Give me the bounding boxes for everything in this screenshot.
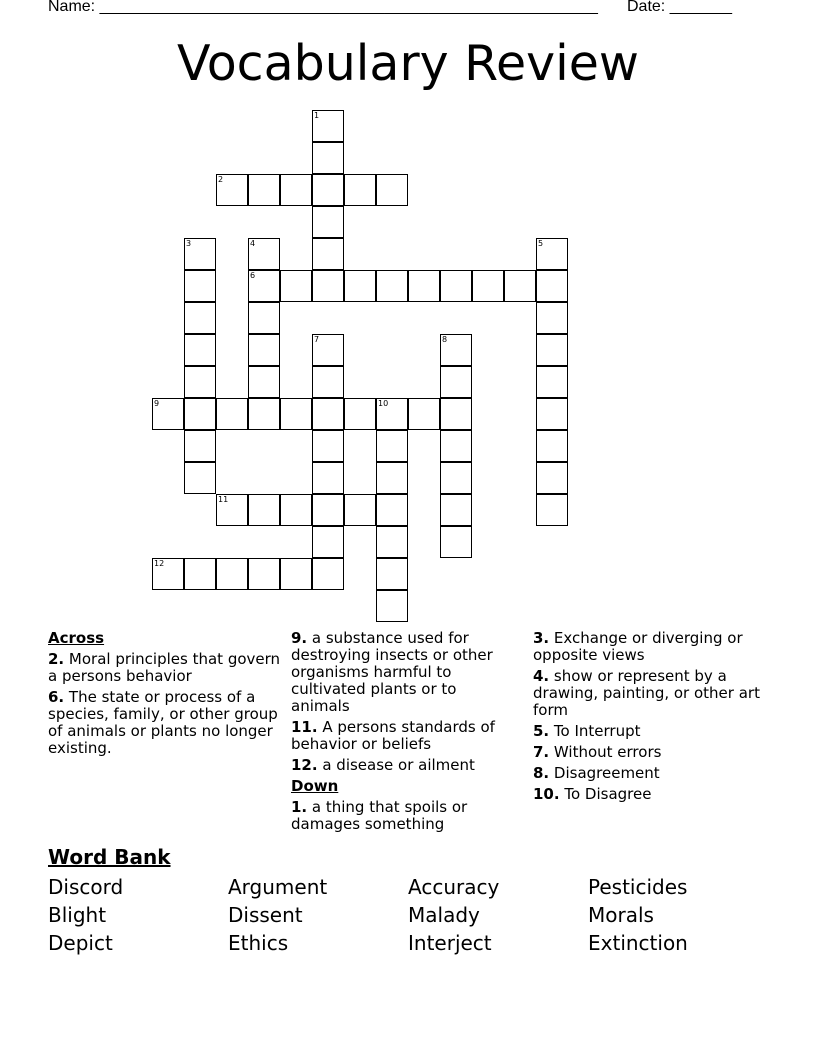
cell-number: 3 (186, 239, 192, 248)
word-bank-word: Interject (408, 931, 492, 955)
cell-number: 11 (218, 495, 229, 504)
crossword-cell[interactable] (248, 238, 280, 270)
word-bank-word: Accuracy (408, 875, 500, 899)
crossword-cell[interactable] (536, 302, 568, 334)
crossword-cell[interactable] (536, 398, 568, 430)
crossword-cell[interactable] (184, 366, 216, 398)
crossword-cell[interactable] (152, 398, 184, 430)
clues-column-2 (291, 630, 517, 837)
page-title: Vocabulary Review (176, 35, 639, 92)
crossword-cell[interactable] (536, 494, 568, 526)
crossword-cell[interactable] (408, 270, 440, 302)
crossword-cell[interactable] (184, 558, 216, 590)
crossword-cell[interactable] (376, 526, 408, 558)
cell-number: 4 (250, 239, 256, 248)
crossword-cell[interactable] (440, 494, 472, 526)
clue-number: 12. (291, 756, 318, 774)
crossword-cell[interactable] (280, 494, 312, 526)
clue-text: a disease or ailment (317, 756, 475, 774)
clue-number: 6. (48, 688, 65, 706)
crossword-cell[interactable] (440, 398, 472, 430)
crossword-cell[interactable] (312, 206, 344, 238)
crossword-cell[interactable] (248, 494, 280, 526)
clue-number: 11. (291, 718, 318, 736)
clue-across-12 (291, 757, 517, 774)
crossword-cell[interactable] (184, 302, 216, 334)
word-bank-word: Morals (588, 903, 654, 927)
cell-number: 1 (314, 111, 320, 120)
crossword-cell[interactable] (248, 270, 280, 302)
clues-column-1 (48, 630, 284, 761)
crossword-cell[interactable] (312, 462, 344, 494)
crossword-cell[interactable] (536, 334, 568, 366)
crossword-cell[interactable] (248, 302, 280, 334)
word-bank-word: Argument (228, 875, 328, 899)
crossword-cell[interactable] (344, 174, 376, 206)
clue-across-11 (291, 719, 517, 753)
crossword-cell[interactable] (184, 430, 216, 462)
down-heading: Down (291, 777, 339, 795)
word-bank-word: Malady (408, 903, 480, 927)
crossword-cell[interactable] (344, 398, 376, 430)
cell-number: 9 (154, 399, 160, 408)
crossword-cell[interactable] (280, 270, 312, 302)
clue-number: 4. (533, 667, 550, 685)
word-bank-title: Word Bank (48, 845, 171, 869)
word-bank-word: Extinction (588, 931, 688, 955)
name-field-label: Name: ________________________________________________________ (48, 0, 598, 15)
clue-number: 5. (533, 722, 550, 740)
clue-number: 8. (533, 764, 550, 782)
clue-text: A persons standards of behavior or beliefs (291, 718, 495, 753)
crossword-cell[interactable] (376, 430, 408, 462)
date-field-label: Date: _______ (627, 0, 732, 15)
crossword-cell[interactable] (280, 398, 312, 430)
clue-down-7 (533, 744, 769, 761)
crossword-cell[interactable] (216, 174, 248, 206)
word-bank-word: Pesticides (588, 875, 688, 899)
clue-number: 10. (533, 785, 560, 803)
clue-number: 1. (291, 798, 308, 816)
crossword-cell[interactable] (184, 334, 216, 366)
crossword-cell[interactable] (376, 494, 408, 526)
clue-down-5 (533, 723, 769, 740)
crossword-cell[interactable] (440, 430, 472, 462)
cell-number: 10 (378, 399, 389, 408)
crossword-cell[interactable] (376, 462, 408, 494)
crossword-cell[interactable] (248, 334, 280, 366)
crossword-cell[interactable] (152, 558, 184, 590)
clue-down-4 (533, 668, 769, 719)
crossword-cell[interactable] (216, 398, 248, 430)
crossword-cell[interactable] (184, 462, 216, 494)
crossword-cell[interactable] (440, 462, 472, 494)
crossword-cell[interactable] (536, 430, 568, 462)
crossword-cell[interactable] (312, 366, 344, 398)
crossword-cell[interactable] (184, 398, 216, 430)
cell-number: 12 (154, 559, 165, 568)
crossword-cell[interactable] (344, 494, 376, 526)
crossword-cell[interactable] (248, 558, 280, 590)
cell-number: 7 (314, 335, 320, 344)
crossword-cell[interactable] (312, 110, 344, 142)
word-bank-word: Depict (48, 931, 113, 955)
clue-text: To Disagree (559, 785, 652, 803)
crossword-cell[interactable] (504, 270, 536, 302)
clue-text: The state or process of a species, family, or other group of animals or plants no longer existing. (48, 688, 278, 757)
cell-number: 8 (442, 335, 448, 344)
crossword-cell[interactable] (376, 174, 408, 206)
crossword-cell[interactable] (216, 494, 248, 526)
crossword-cell[interactable] (440, 366, 472, 398)
crossword-cell[interactable] (408, 398, 440, 430)
clue-text: Disagreement (549, 764, 660, 782)
crossword-cell[interactable] (312, 174, 344, 206)
cell-number: 2 (218, 175, 224, 184)
clue-across-6 (48, 689, 284, 757)
word-bank-word: Discord (48, 875, 124, 899)
across-heading: Across (48, 629, 105, 647)
crossword-cell[interactable] (312, 270, 344, 302)
clue-across-9 (291, 630, 517, 715)
crossword-cell[interactable] (472, 270, 504, 302)
crossword-cell[interactable] (312, 558, 344, 590)
crossword-cell[interactable] (440, 526, 472, 558)
clue-number: 9. (291, 629, 308, 647)
crossword-cell[interactable] (216, 558, 248, 590)
crossword-cell[interactable] (280, 558, 312, 590)
crossword-cell[interactable] (376, 398, 408, 430)
crossword-cell[interactable] (536, 270, 568, 302)
crossword-cell[interactable] (248, 398, 280, 430)
word-bank-word: Dissent (228, 903, 303, 927)
clue-text: To Interrupt (549, 722, 641, 740)
crossword-cell[interactable] (312, 430, 344, 462)
clue-number: 2. (48, 650, 65, 668)
crossword-cell[interactable] (248, 174, 280, 206)
crossword-cell[interactable] (376, 558, 408, 590)
clue-text: Moral principles that govern a persons behavior (48, 650, 281, 685)
crossword-cell[interactable] (184, 270, 216, 302)
clue-text: a thing that spoils or damages something (291, 798, 468, 833)
clue-across-2 (48, 651, 284, 685)
crossword-cell[interactable] (312, 398, 344, 430)
crossword-cell[interactable] (440, 334, 472, 366)
clue-text: Without errors (549, 743, 662, 761)
crossword-cell[interactable] (248, 366, 280, 398)
crossword-cell[interactable] (536, 462, 568, 494)
crossword-cell[interactable] (344, 270, 376, 302)
word-bank-word: Blight (48, 903, 107, 927)
cell-number: 5 (538, 239, 544, 248)
crossword-cell[interactable] (376, 270, 408, 302)
crossword-cell[interactable] (312, 494, 344, 526)
cell-number: 6 (250, 271, 256, 280)
clues-column-3 (533, 630, 769, 807)
crossword-cell[interactable] (312, 142, 344, 174)
clue-down-3 (533, 630, 769, 664)
crossword-cell[interactable] (312, 334, 344, 366)
clue-text: a substance used for destroying insects or other organisms harmful to cultivated plants or to animals (291, 629, 493, 715)
clue-down-10 (533, 786, 769, 803)
clue-down-8 (533, 765, 769, 782)
clue-number: 7. (533, 743, 550, 761)
clue-text: show or represent by a drawing, painting, or other art form (533, 667, 760, 719)
crossword-cell[interactable] (536, 366, 568, 398)
word-bank-word: Ethics (228, 931, 289, 955)
crossword-cell[interactable] (280, 174, 312, 206)
crossword-cell[interactable] (184, 238, 216, 270)
crossword-cell[interactable] (312, 526, 344, 558)
crossword-cell[interactable] (440, 270, 472, 302)
crossword-cell[interactable] (312, 238, 344, 270)
clue-number: 3. (533, 629, 550, 647)
clue-text: Exchange or diverging or opposite views (533, 629, 743, 664)
crossword-cell[interactable] (536, 238, 568, 270)
crossword-cell[interactable] (376, 590, 408, 622)
clue-down-1 (291, 799, 517, 833)
